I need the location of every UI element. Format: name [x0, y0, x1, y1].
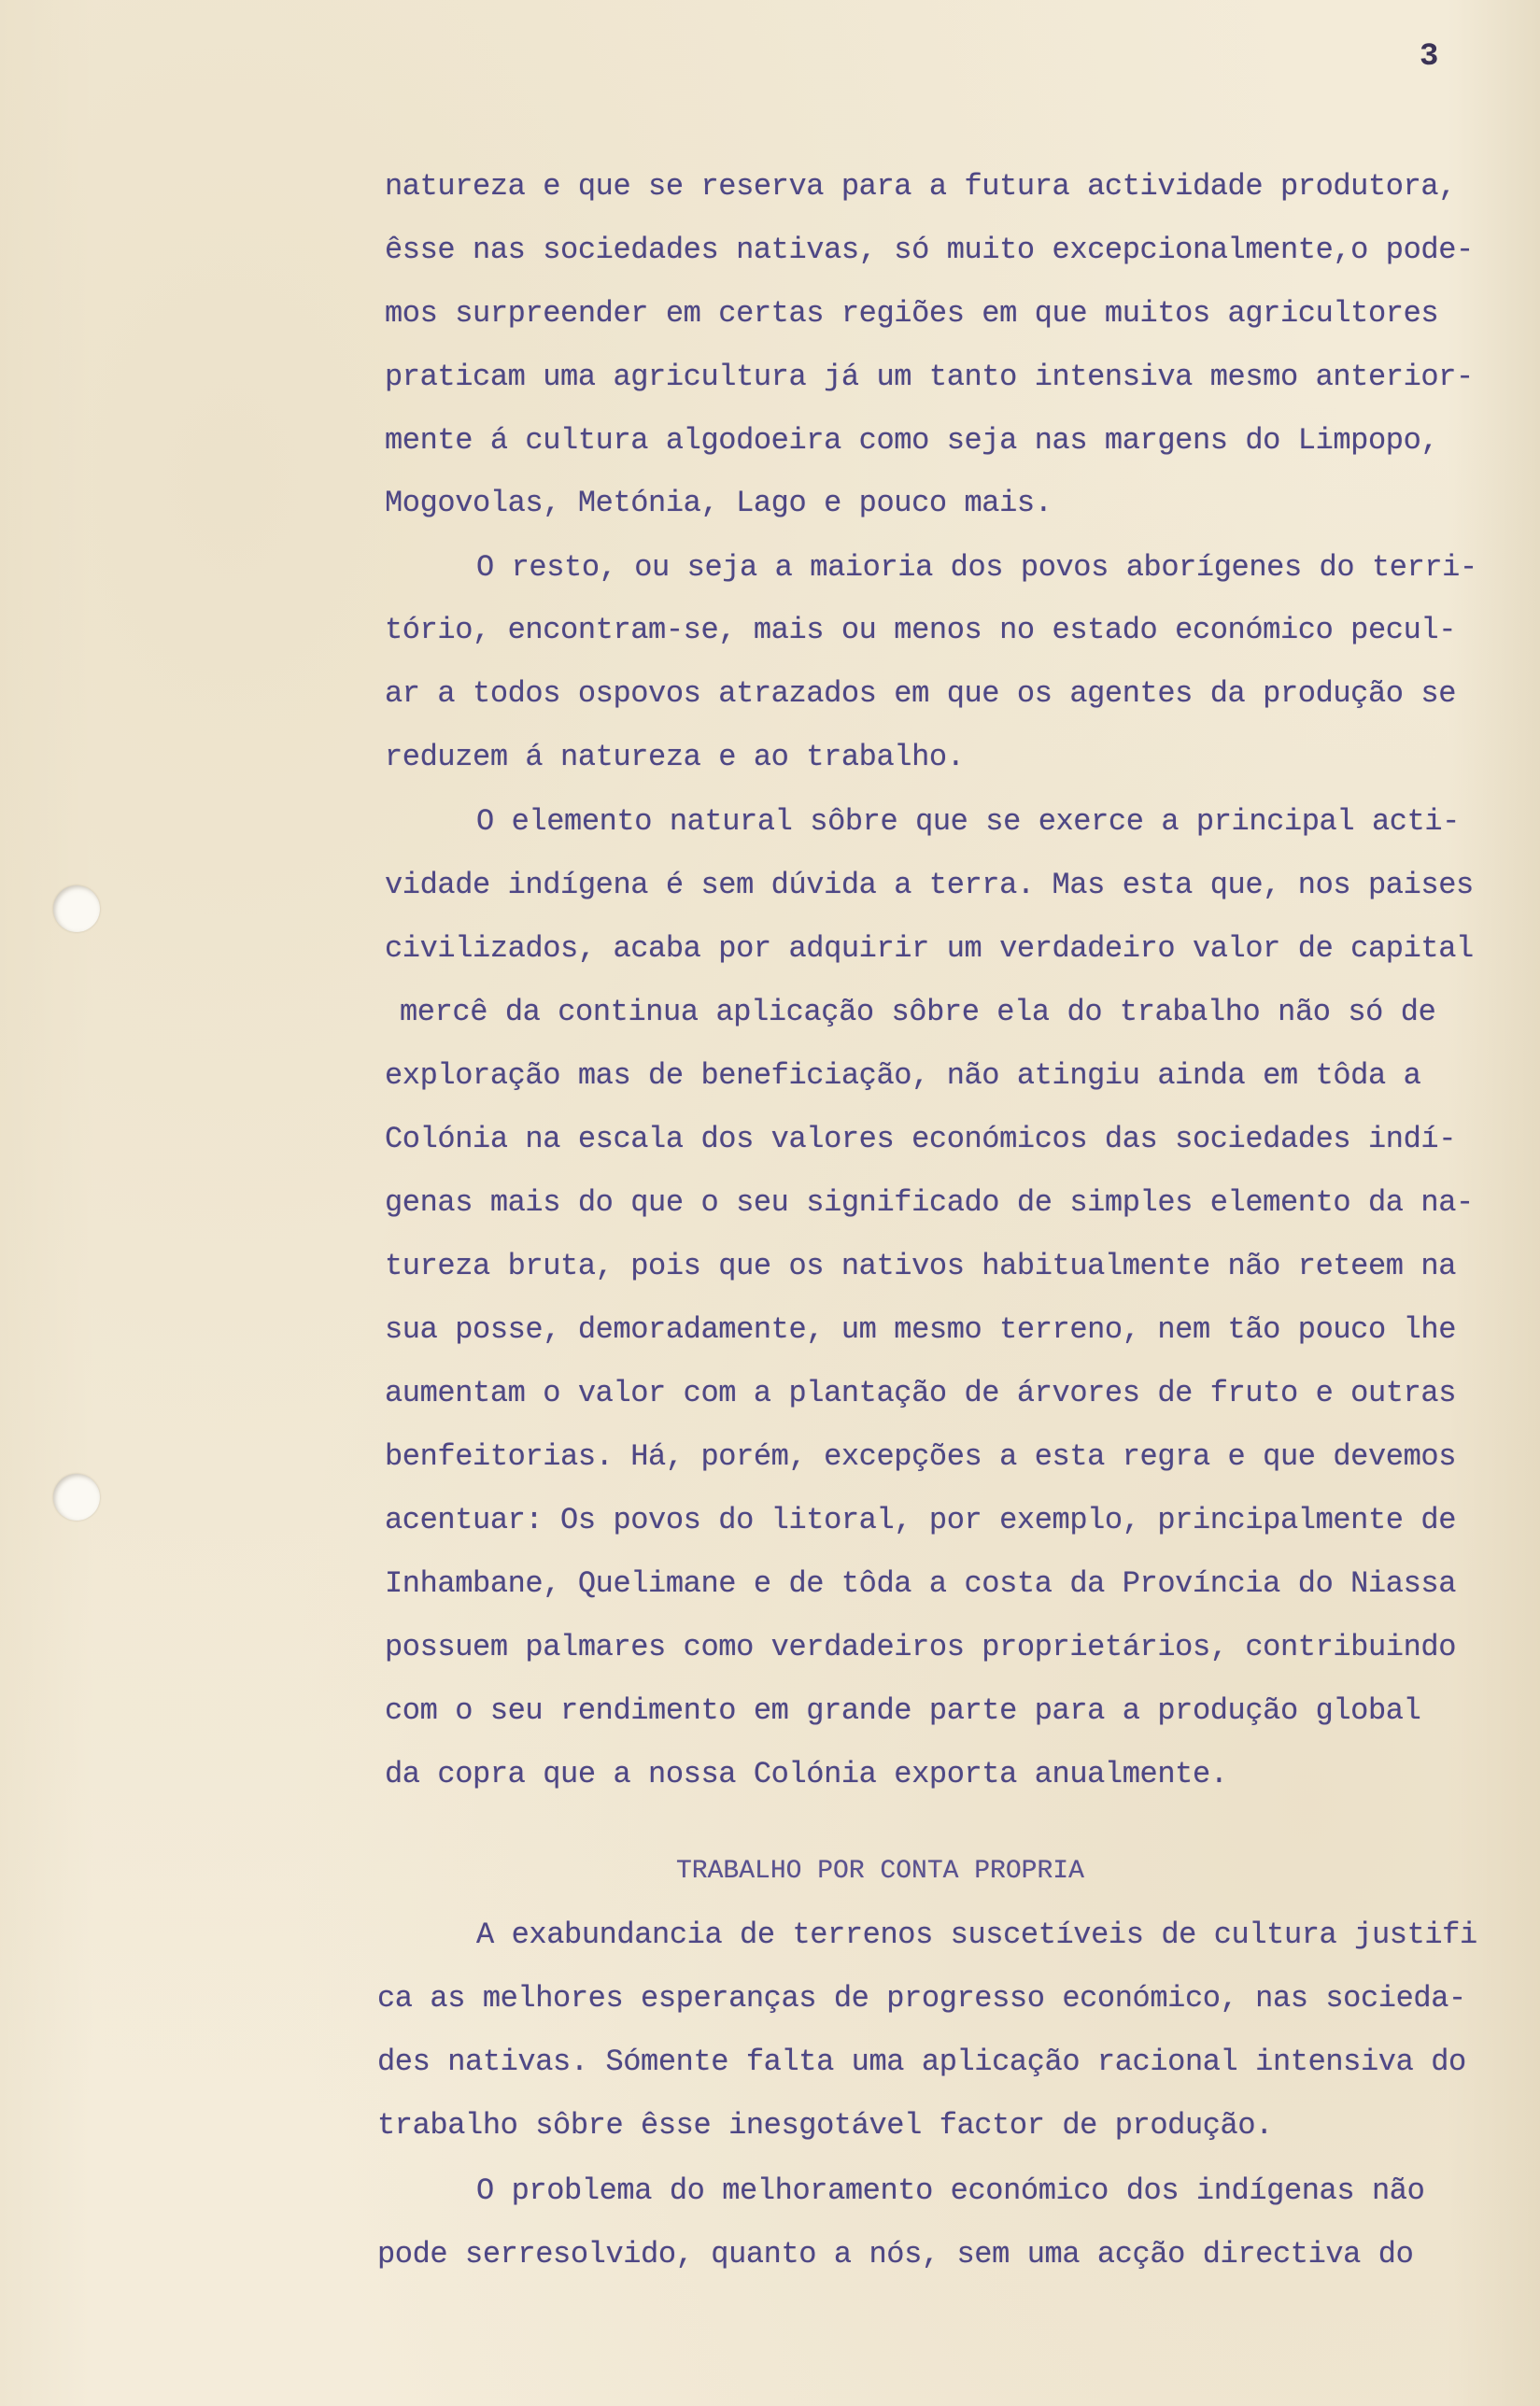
text-line: tureza bruta, pois que os nativos habitualmente não reteem na [385, 1249, 1456, 1283]
text-line: vidade indígena é sem dúvida a terra. Mas esta que, nos paises [385, 868, 1474, 902]
text-line: mos surpreender em certas regiões em que muitos agricultores [385, 296, 1439, 331]
punch-hole-bottom [53, 1474, 100, 1521]
paragraph-first-line: O elemento natural sôbre que se exerce a principal acti- [476, 804, 1460, 839]
text-line: genas mais do que o seu significado de simples elemento da na- [385, 1185, 1474, 1220]
text-line: reduzem á natureza e ao trabalho. [385, 740, 965, 774]
text-line: Inhambane, Quelimane e de tôda a costa da Província do Niassa [385, 1566, 1456, 1601]
text-line: tório, encontram-se, mais ou menos no estado económico pecul- [385, 613, 1456, 647]
text-line: Mogovolas, Metónia, Lago e pouco mais. [385, 486, 1053, 520]
text-line: êsse nas sociedades nativas, só muito excepcionalmente,o pode- [385, 233, 1474, 267]
punch-hole-top [53, 885, 100, 932]
text-line: des nativas. Sómente falta uma aplicação racional intensiva do [377, 2045, 1466, 2079]
page-number: 3 [1420, 39, 1439, 75]
text-line: da copra que a nossa Colónia exporta anualmente. [385, 1757, 1228, 1791]
text-line: exploração mas de beneficiação, não atingiu ainda em tôda a [385, 1058, 1421, 1093]
text-line: mente á cultura algodoeira como seja nas margens do Limpopo, [385, 423, 1439, 458]
text-line: trabalho sôbre êsse inesgotável factor de produção. [377, 2108, 1273, 2143]
text-line: praticam uma agricultura já um tanto intensiva mesmo anterior- [385, 360, 1474, 394]
text-line: acentuar: Os povos do litoral, por exemplo, principalmente de [385, 1503, 1456, 1537]
paragraph-first-line: O problema do melhoramento económico dos indígenas não [476, 2173, 1425, 2208]
text-line: civilizados, acaba por adquirir um verdadeiro valor de capital [385, 931, 1474, 966]
text-line: sua posse, demoradamente, um mesmo terreno, nem tão pouco lhe [385, 1312, 1456, 1347]
text-line: pode serresolvido, quanto a nós, sem uma acção directiva do [377, 2237, 1414, 2272]
section-heading: TRABALHO POR CONTA PROPRIA [676, 1857, 1084, 1886]
text-line: benfeitorias. Há, porém, excepções a esta regra e que devemos [385, 1439, 1456, 1474]
text-line: mercê da continua aplicação sôbre ela do trabalho não só de [400, 995, 1436, 1029]
paragraph-first-line: A exabundancia de terrenos suscetíveis de cultura justifi [476, 1918, 1477, 1952]
text-line: Colónia na escala dos valores económicos das sociedades indí- [385, 1122, 1456, 1156]
text-line: ca as melhores esperanças de progresso económico, nas socieda- [377, 1981, 1466, 2016]
text-line: natureza e que se reserva para a futura actividade produtora, [385, 169, 1456, 204]
paragraph-first-line: O resto, ou seja a maioria dos povos aborígenes do terri- [476, 550, 1477, 585]
text-line: aumentam o valor com a plantação de árvores de fruto e outras [385, 1376, 1456, 1410]
text-line: possuem palmares como verdadeiros proprietários, contribuindo [385, 1630, 1456, 1664]
text-line: ar a todos ospovos atrazados em que os agentes da produção se [385, 676, 1456, 711]
text-line: com o seu rendimento em grande parte para a produção global [385, 1693, 1421, 1728]
